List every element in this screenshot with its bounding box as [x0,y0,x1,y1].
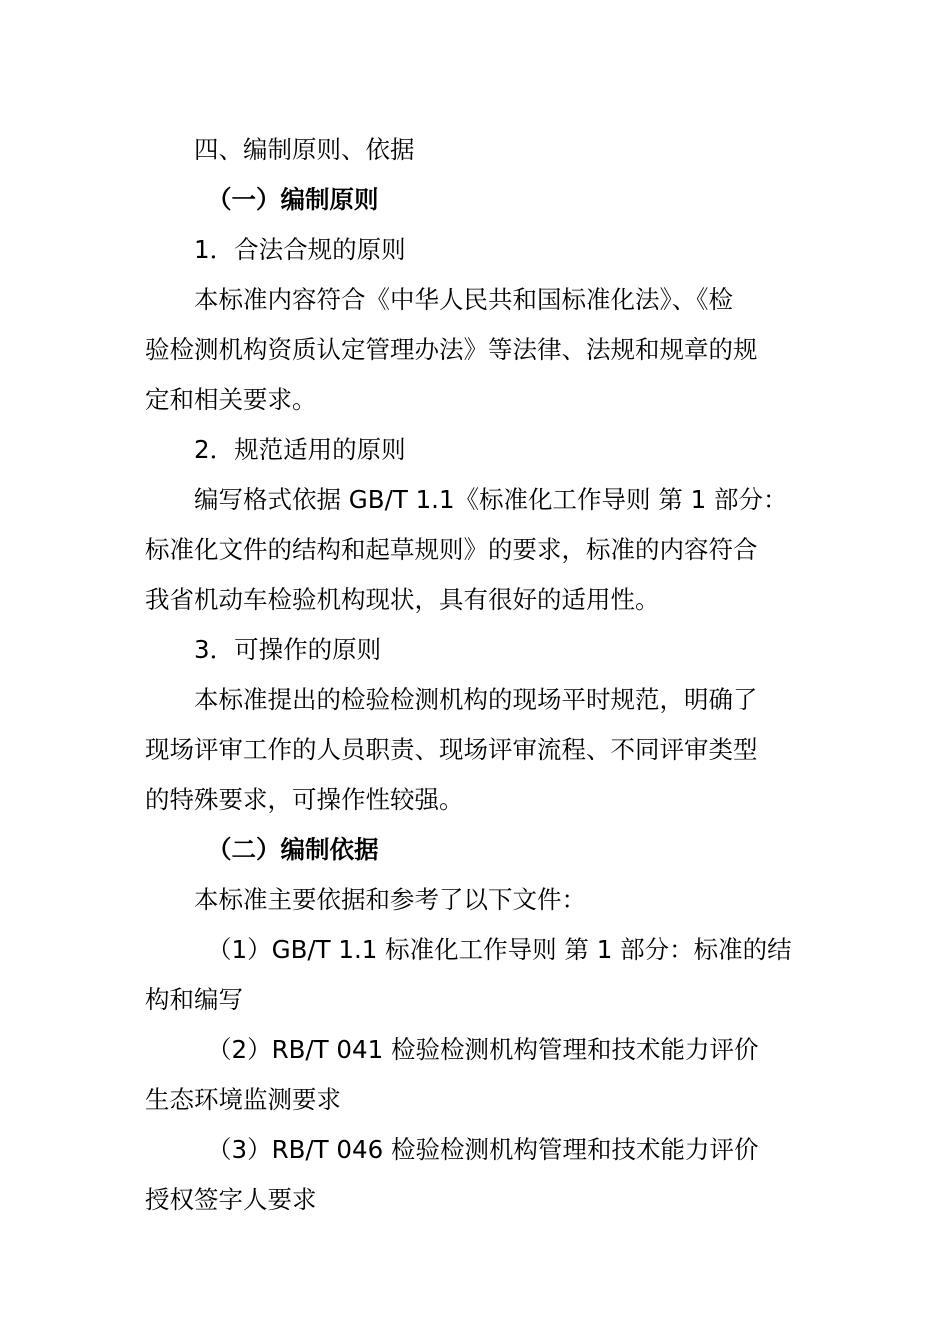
reference-item-2: （2）RB/T 041 检验检测机构管理和技术能力评价 [207,1035,759,1064]
paragraph-line: 的特殊要求，可操作性较强。 [145,785,464,814]
paragraph-line: 现场评审工作的人员职责、现场评审流程、不同评审类型 [145,735,758,764]
reference-item-2-cont: 生态环境监测要求 [145,1085,341,1114]
paragraph-line: 本标准内容符合《中华人民共和国标准化法》、《检 [194,285,733,314]
reference-item-3: （3）RB/T 046 检验检测机构管理和技术能力评价 [207,1135,759,1164]
paragraph-line: 本标准提出的检验检测机构的现场平时规范，明确了 [194,685,758,714]
principle-title-2: 2．规范适用的原则 [194,435,406,464]
reference-item-1: （1）GB/T 1.1 标准化工作导则 第 1 部分：标准的结 [207,935,792,964]
section-title: 四、编制原则、依据 [194,135,415,164]
paragraph-line: 编写格式依据 GB/T 1.1《标准化工作导则 第 1 部分： [194,485,788,514]
paragraph-line: 我省机动车检验机构现状，具有很好的适用性。 [145,585,660,614]
paragraph-line: 定和相关要求。 [145,385,317,414]
paragraph-line: 验检测机构资质认定管理办法》等法律、法规和规章的规 [145,335,758,364]
basis-intro: 本标准主要依据和参考了以下文件： [194,885,586,914]
subsection-heading-principles: （一）编制原则 [207,185,379,214]
reference-item-1-cont: 构和编写 [145,985,243,1014]
paragraph-line: 标准化文件的结构和起草规则》的要求，标准的内容符合 [145,535,758,564]
principle-title-1: 1．合法合规的原则 [194,235,406,264]
principle-title-3: 3．可操作的原则 [194,635,382,664]
subsection-heading-basis: （二）编制依据 [207,835,379,864]
reference-item-3-cont: 授权签字人要求 [145,1185,317,1214]
